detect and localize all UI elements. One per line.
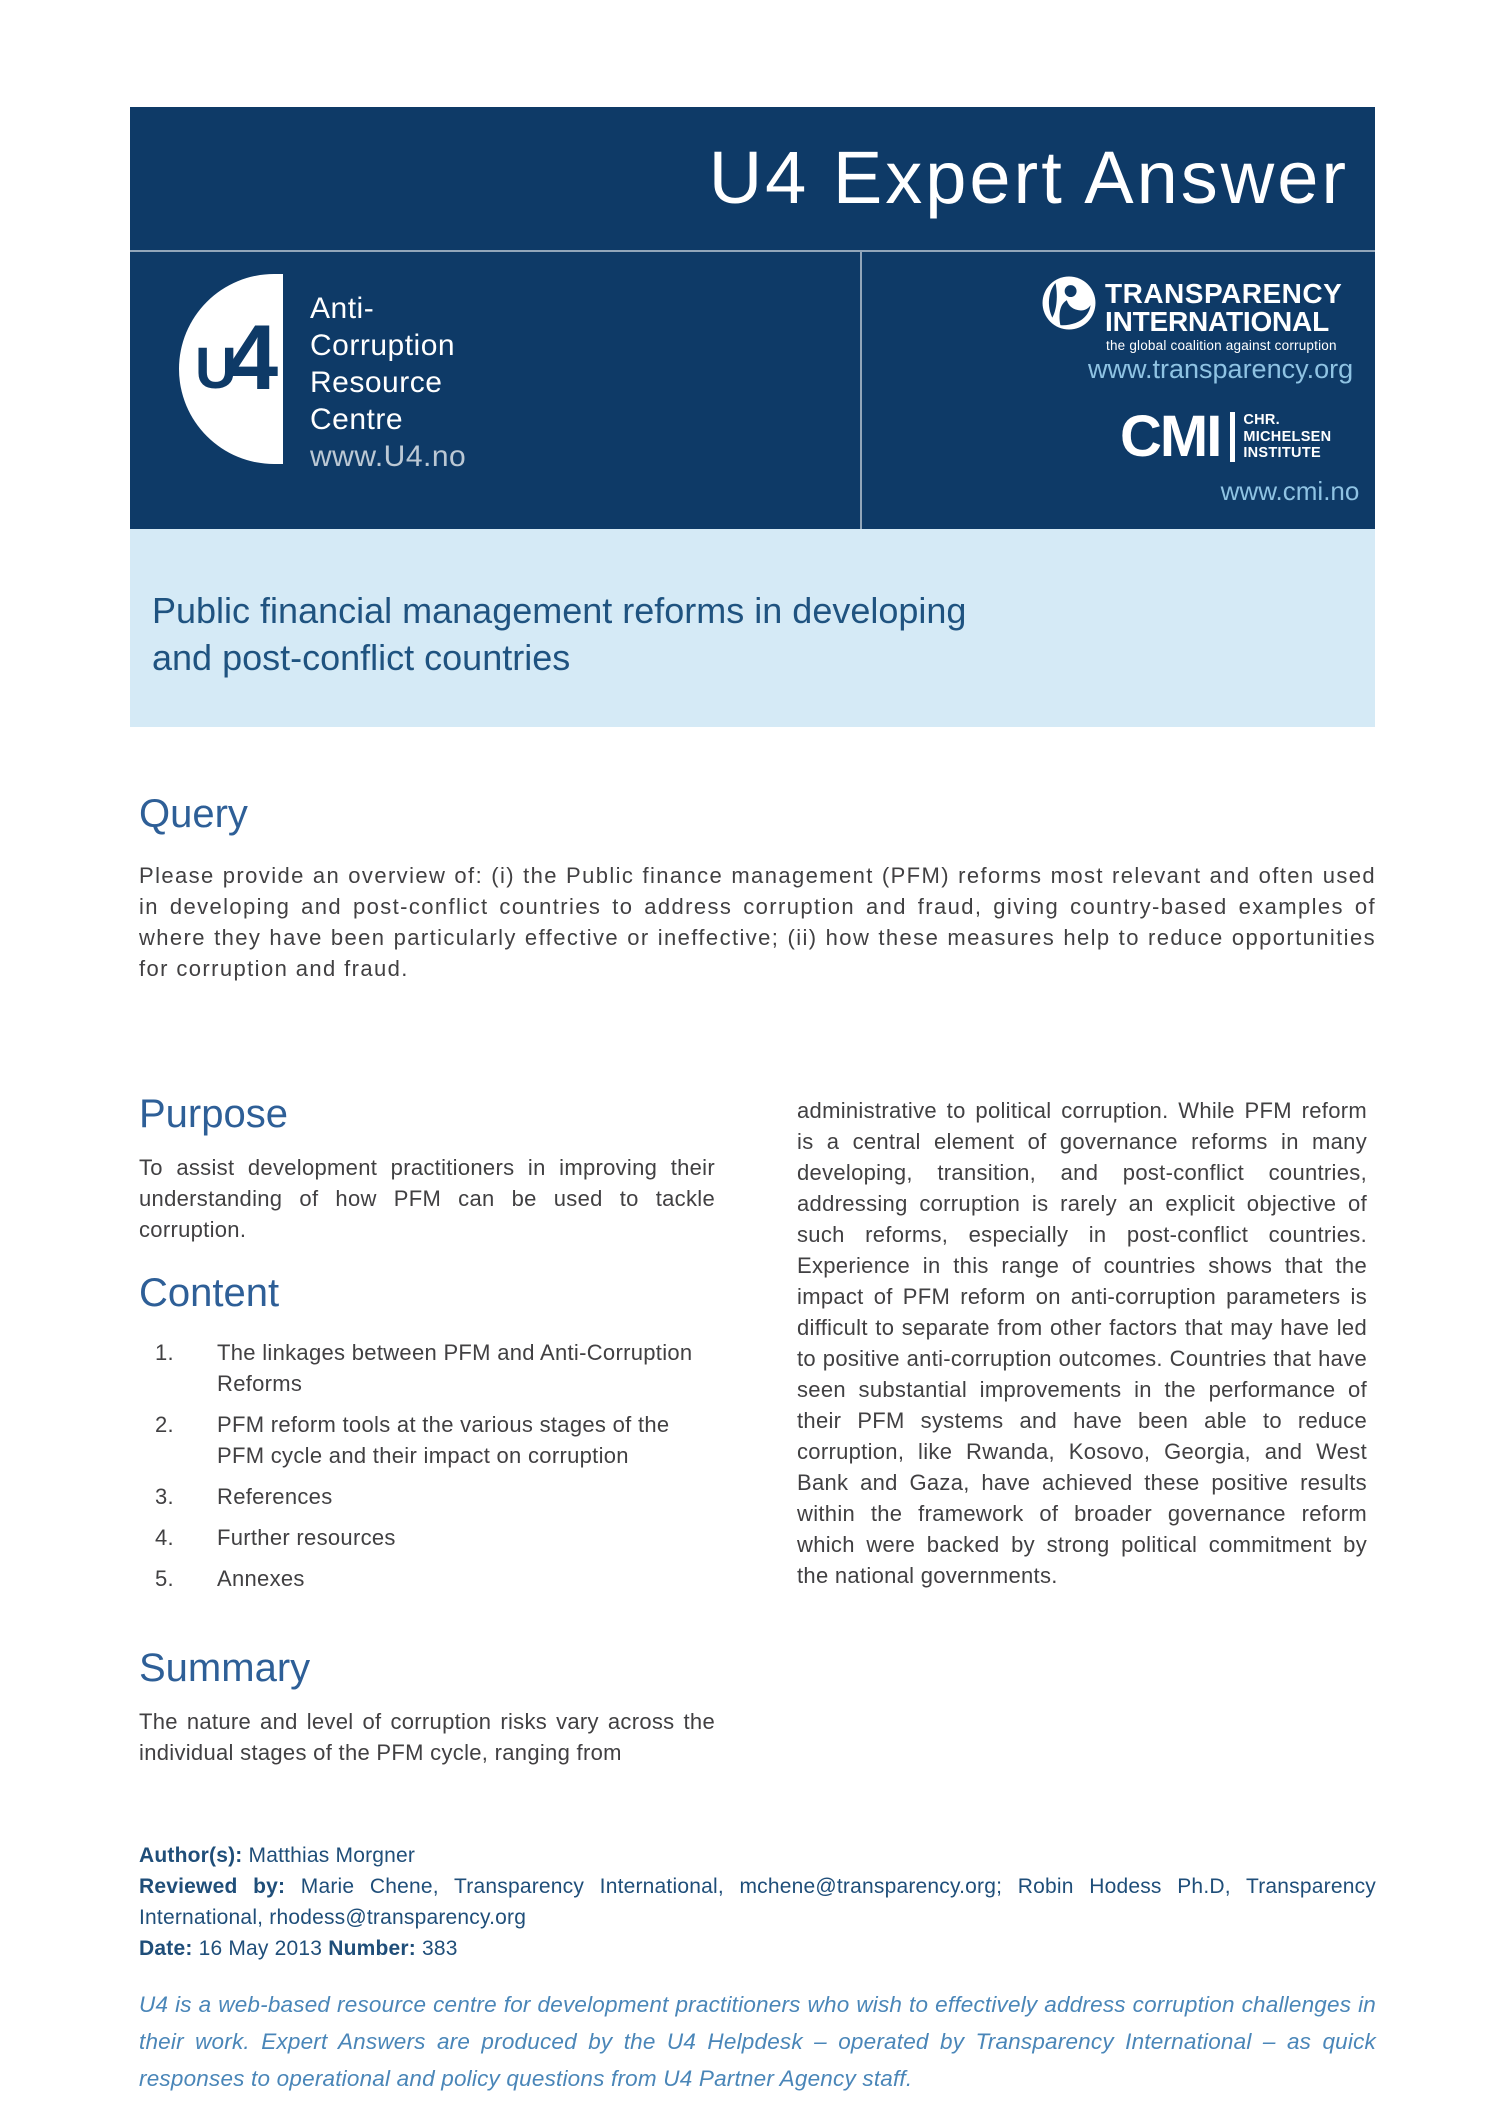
query-body: Please provide an overview of: (i) the Public finance management (PFM) reforms most relevant and often used in developing and post-conflict countries to address corruption and fraud, giving country-based examples of where they have been particularly effective or ineffective; (ii) how these measures help to reduce opportunities for corruption and fraud. (139, 863, 1376, 981)
cmi-org-line: INSTITUTE (1243, 445, 1321, 462)
authors-label: Author(s): (139, 1844, 243, 1867)
query-section (139, 792, 1376, 984)
content-heading: Content (139, 1271, 280, 1315)
item-text: PFM reform tools at the various stages of the PFM cycle and their impact on corruption (217, 1412, 670, 1468)
item-text: Further resources (217, 1525, 396, 1550)
reviewed-value: Marie Chene, Transparency International, mchene@transparency.org; Robin Hodess Ph.D, Transparency International, rhodess@transparency.org (139, 1875, 1376, 1929)
cmi-divider-bar (1230, 412, 1235, 462)
cmi-url: www.cmi.no (1220, 476, 1360, 506)
reviewed-label: Reviewed by: (139, 1875, 286, 1898)
u4-org-line: Corruption (310, 329, 456, 362)
cmi-org-name (1243, 412, 1331, 462)
ti-url: www.transparency.org (1088, 354, 1354, 384)
right-column (797, 1095, 1367, 1591)
document-title: Public financial management reforms in developing and post-conflict countries (152, 590, 967, 678)
content-item (139, 1481, 715, 1512)
item-text: References (217, 1484, 333, 1509)
cmi-org-line: MICHELSEN (1243, 428, 1332, 445)
date-line (139, 1933, 1376, 1964)
summary-body: The nature and level of corruption risks vary across the individual stages of the PFM cycle, ranging from (139, 1709, 715, 1765)
u4-url: www.U4.no (310, 440, 467, 473)
item-number: 1. (155, 1340, 174, 1365)
u4-monogram-u: U (195, 336, 237, 401)
content-item (139, 1337, 715, 1399)
purpose-heading: Purpose (139, 1092, 288, 1136)
ti-wordmark-line2: INTERNATIONAL (1105, 306, 1329, 337)
item-number: 2. (155, 1412, 174, 1437)
number-value: 383 (422, 1937, 458, 1960)
content-item (139, 1409, 715, 1471)
footer-credits (139, 1840, 1376, 1964)
cmi-acronym: CMI (1120, 404, 1221, 469)
item-text: Annexes (217, 1566, 305, 1591)
summary-heading: Summary (139, 1646, 311, 1690)
authors-line (139, 1840, 1376, 1871)
item-number: 3. (155, 1484, 174, 1509)
logo-band (130, 250, 1375, 529)
content-list (139, 1337, 715, 1594)
right-column-text: administrative to political corruption. While PFM reform is a central element of governance reforms in many developing, transition, and post-conflict countries, addressing corruption is rarely an explicit objective of such reforms, especially in post-conflict countries. Experience in this range of countries shows that the impact of PFM reform on anti-corruption parameters is difficult to separate from other factors that may have led to positive anti-corruption outcomes. Countries that have seen substantial improvements in the performance of their PFM systems and have been able to reduce corruption, like Rwanda, Kosovo, Georgia, and West Bank and Gaza, have achieved these positive results within the framework of broader governance reform which were backed by strong political commitment by the national governments. (797, 1098, 1367, 1588)
publication-title: U4 Expert Answer (708, 136, 1349, 219)
u4-logo-mark (179, 274, 283, 464)
title-band (130, 529, 1375, 727)
u4-org-name (310, 290, 455, 438)
query-heading: Query (139, 792, 248, 836)
u4-monogram-four: 4 (227, 307, 279, 409)
content-item (139, 1563, 715, 1594)
number-label: Number: (328, 1937, 416, 1960)
date-value: 16 May 2013 (198, 1937, 323, 1960)
ti-tagline: the global coalition against corruption (1106, 338, 1337, 353)
u4-org-line: Anti- (310, 292, 375, 325)
footer-note: U4 is a web-based resource centre for development practitioners who wish to effectively address corruption challenges in their work. Expert Answers are produced by the U4 Helpdesk – operated by Transparency International – as quick responses to operational and policy questions from U4 Partner Agency staff. (139, 1992, 1376, 2091)
date-label: Date: (139, 1937, 193, 1960)
u4-org-line: Resource (310, 366, 443, 399)
item-number: 4. (155, 1525, 174, 1550)
left-column (139, 1092, 715, 1768)
header-band (130, 107, 1375, 250)
ti-globe-icon (1042, 276, 1096, 330)
logo-band-divider (860, 252, 862, 529)
purpose-body: To assist development practitioners in improving their understanding of how PFM can be used to tackle corruption. (139, 1155, 715, 1242)
content-item (139, 1522, 715, 1553)
item-number: 5. (155, 1566, 174, 1591)
cmi-org-line: CHR. (1243, 412, 1280, 429)
authors-value: Matthias Morgner (248, 1844, 416, 1867)
item-text: The linkages between PFM and Anti-Corruption Reforms (217, 1340, 693, 1396)
u4-org-line: Centre (310, 403, 404, 436)
ti-wordmark-line1: TRANSPARENCY (1105, 278, 1343, 309)
reviewed-line (139, 1871, 1376, 1933)
